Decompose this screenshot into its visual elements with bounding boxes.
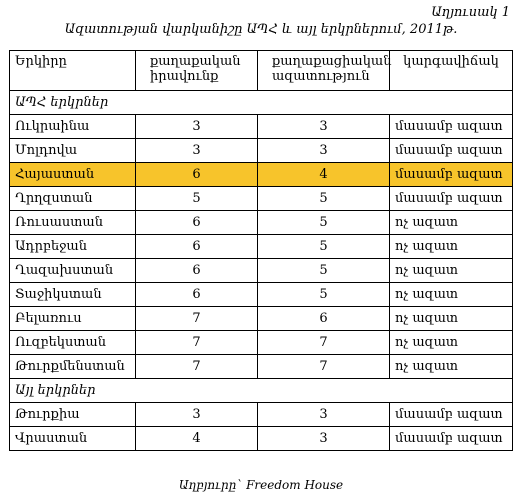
status-cell: ոչ ազատ <box>390 211 513 235</box>
political-rights-cell: 6 <box>136 283 258 307</box>
country-cell: Բելառուս <box>10 307 136 331</box>
table-row <box>10 115 513 139</box>
column-header-civil-liberties: քաղաքացիական ազատություն <box>258 51 390 91</box>
group-row <box>10 91 513 115</box>
status-cell: ոչ ազատ <box>390 235 513 259</box>
civil-liberties-cell: 5 <box>258 235 390 259</box>
country-cell: Թուրքմենստան <box>10 355 136 379</box>
political-rights-cell: 6 <box>136 235 258 259</box>
country-cell: Տաջիկստան <box>10 283 136 307</box>
country-cell: Ռուսաստան <box>10 211 136 235</box>
country-cell: Ղազախստան <box>10 259 136 283</box>
country-cell: Վրաստան <box>10 427 136 451</box>
status-cell: ոչ ազատ <box>390 307 513 331</box>
freedom-rating-table <box>9 50 513 451</box>
column-header-country: Երկիրը <box>10 51 136 91</box>
political-rights-cell: 7 <box>136 355 258 379</box>
country-cell: Մոլդովա <box>10 139 136 163</box>
column-header-political-rights: քաղաքական իրավունք <box>136 51 258 91</box>
status-cell: մասամբ ազատ <box>390 403 513 427</box>
civil-liberties-cell: 3 <box>258 403 390 427</box>
table-row <box>10 355 513 379</box>
status-cell: մասամբ ազատ <box>390 163 513 187</box>
political-rights-cell: 3 <box>136 115 258 139</box>
civil-liberties-cell: 3 <box>258 427 390 451</box>
country-cell: Ուզբեկստան <box>10 331 136 355</box>
status-cell: մասամբ ազատ <box>390 115 513 139</box>
table-body <box>10 91 513 451</box>
source-note: Աղբյուրը` Freedom House <box>178 478 344 492</box>
status-cell: ոչ ազատ <box>390 331 513 355</box>
civil-liberties-cell: 5 <box>258 211 390 235</box>
status-cell: ոչ ազատ <box>390 259 513 283</box>
political-rights-cell: 6 <box>136 211 258 235</box>
political-rights-cell: 7 <box>136 331 258 355</box>
table-row <box>10 307 513 331</box>
group-row <box>10 379 513 403</box>
civil-liberties-cell: 3 <box>258 139 390 163</box>
civil-liberties-cell: 5 <box>258 283 390 307</box>
status-cell: մասամբ ազատ <box>390 187 513 211</box>
country-cell: Թուրքիա <box>10 403 136 427</box>
political-rights-cell: 4 <box>136 427 258 451</box>
civil-liberties-cell: 6 <box>258 307 390 331</box>
table-row <box>10 427 513 451</box>
status-cell: ոչ ազատ <box>390 355 513 379</box>
country-cell: Հայաստան <box>10 163 136 187</box>
status-cell: մասամբ ազատ <box>390 139 513 163</box>
political-rights-cell: 3 <box>136 403 258 427</box>
table-row <box>10 403 513 427</box>
table-row <box>10 187 513 211</box>
table-row-highlighted <box>10 163 513 187</box>
status-cell: ոչ ազատ <box>390 283 513 307</box>
country-cell: Ադրբեջան <box>10 235 136 259</box>
table-caption: Ազատության վարկանիշը ԱՊՀ և այլ երկրներում, 2011թ. <box>64 22 458 37</box>
civil-liberties-cell: 5 <box>258 187 390 211</box>
table-row <box>10 259 513 283</box>
civil-liberties-cell: 3 <box>258 115 390 139</box>
political-rights-cell: 5 <box>136 187 258 211</box>
table-number: Աղյուսակ 1 <box>431 5 510 20</box>
table-row <box>10 139 513 163</box>
country-cell: Ուկրաինա <box>10 115 136 139</box>
table-row <box>10 331 513 355</box>
civil-liberties-cell: 5 <box>258 259 390 283</box>
table-row <box>10 235 513 259</box>
political-rights-cell: 7 <box>136 307 258 331</box>
political-rights-cell: 6 <box>136 259 258 283</box>
civil-liberties-cell: 7 <box>258 331 390 355</box>
header-row <box>10 51 513 91</box>
column-header-status: կարգավիճակ <box>390 51 513 91</box>
table-row <box>10 283 513 307</box>
group-title: Այլ երկրներ <box>10 379 513 403</box>
table-row <box>10 211 513 235</box>
status-cell: մասամբ ազատ <box>390 427 513 451</box>
political-rights-cell: 3 <box>136 139 258 163</box>
civil-liberties-cell: 4 <box>258 163 390 187</box>
civil-liberties-cell: 7 <box>258 355 390 379</box>
group-title: ԱՊՀ երկրներ <box>10 91 513 115</box>
country-cell: Ղրղզստան <box>10 187 136 211</box>
political-rights-cell: 6 <box>136 163 258 187</box>
